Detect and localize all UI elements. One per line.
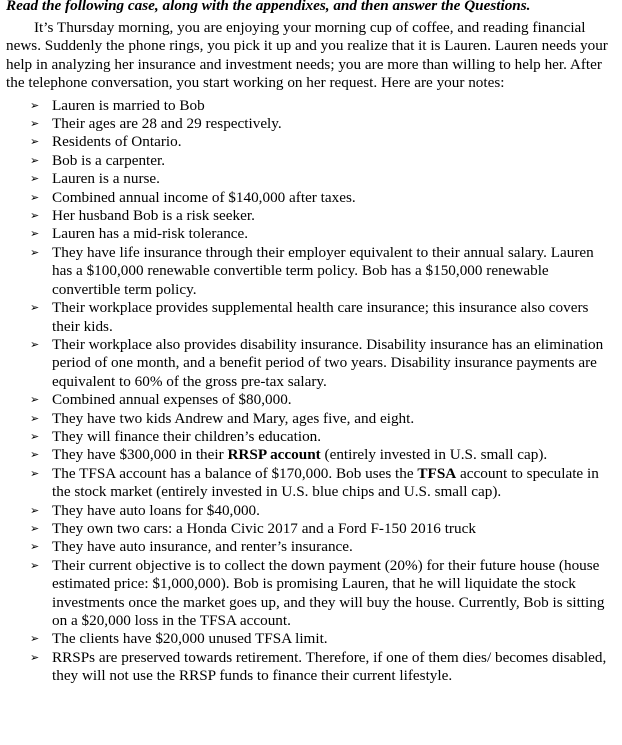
arrowhead-bullet-icon: ➢ [30,411,40,425]
arrowhead-bullet-icon: ➢ [30,503,40,517]
rrsp-account-emphasis: RRSP account [227,446,321,464]
list-item: ➢ Residents of Ontario. [30,133,182,151]
list-item: ➢ They will finance their children’s education. [30,427,322,445]
list-item: ➢ They have two kids Andrew and Mary, ages five, and eight. [30,409,415,427]
arrowhead-bullet-icon: ➢ [30,209,40,223]
arrowhead-bullet-icon: ➢ [30,172,40,186]
list-item: ➢ Combined annual expenses of $80,000. [30,391,292,409]
list-item: ➢ Lauren has a mid-risk tolerance. [30,225,249,243]
list-item: ➢ Their workplace also provides disability insurance. Disability insurance has an elimination period of one month, and a benefit period of two years. Disability insurance payments are equivalent to 60% of the gross pre-tax salary. [30,335,604,390]
arrowhead-bullet-icon: ➢ [30,558,40,572]
list-item: ➢ They have $300,000 in their RRSP account (entirely invested in U.S. small cap). [30,446,548,464]
arrowhead-bullet-icon: ➢ [30,650,40,664]
list-item: ➢ Her husband Bob is a risk seeker. [30,207,255,225]
arrowhead-bullet-icon: ➢ [30,429,40,443]
list-item: ➢ Bob is a carpenter. [30,151,166,169]
arrowhead-bullet-icon: ➢ [30,466,40,480]
arrowhead-bullet-icon: ➢ [30,153,40,167]
arrowhead-bullet-icon: ➢ [30,190,40,204]
arrowhead-bullet-icon: ➢ [30,632,40,646]
arrowhead-bullet-icon: ➢ [30,227,40,241]
arrowhead-bullet-icon: ➢ [30,448,40,462]
arrowhead-bullet-icon: ➢ [30,245,40,259]
list-item: ➢ Combined annual income of $140,000 after taxes. [30,188,356,206]
list-item: ➢ Lauren is a nurse. [30,170,160,188]
list-item: ➢ Their current objective is to collect the down payment (20%) for their future house (house estimated price: $1,000,000). Bob is promising Lauren, that he will liquidate the stock investments once the market goes up, and they will buy the house. Currently, Bob is sitting on a $20,000 loss in the TFSA account. [30,556,605,629]
list-item: ➢ They own two cars: a Honda Civic 2017 and a Ford F-150 2016 truck [30,519,476,537]
arrowhead-bullet-icon: ➢ [30,521,40,535]
arrowhead-bullet-icon: ➢ [30,301,40,315]
list-item: ➢ They have auto loans for $40,000. [30,501,260,519]
list-item: ➢ They have auto insurance, and renter’s insurance. [30,538,353,556]
intro-paragraph: It’s Thursday morning, you are enjoying your morning cup of coffee, and reading financial news. Suddenly the phone rings, you pick it up and you realize that it is Lauren. Lauren needs your help in analyzing her insurance and investment needs; you are more than willing to help her. After the telephone conversation, you start working on her request. Here are your notes: [6,19,608,92]
arrowhead-bullet-icon: ➢ [30,540,40,554]
case-heading: Read the following case, along with the appendixes, and then answer the Questions. [6,0,531,14]
list-item: ➢ RRSPs are preserved towards retirement. Therefore, if one of them dies/ becomes disabled, they will not use the RRSP funds to finance their current lifestyle. [30,648,607,685]
list-item: ➢ Their ages are 28 and 29 respectively. [30,115,282,133]
tfsa-emphasis: TFSA [417,464,457,482]
arrowhead-bullet-icon: ➢ [30,393,40,407]
arrowhead-bullet-icon: ➢ [30,337,40,351]
list-item: ➢ They have life insurance through their employer equivalent to their annual salary. Lauren has a $100,000 renewable convertible term policy. Bob has a $150,000 renewable convertible term policy. [30,243,594,298]
list-item: ➢ Their workplace provides supplemental health care insurance; this insurance also covers their kids. [30,299,589,335]
notes-list [6,97,614,686]
arrowhead-bullet-icon: ➢ [30,98,40,112]
list-item: ➢ The clients have $20,000 unused TFSA limit. [30,630,328,648]
arrowhead-bullet-icon: ➢ [30,135,40,149]
list-item: ➢ Lauren is married to Bob [30,96,205,114]
list-item: ➢ The TFSA account has a balance of $170,000. Bob uses the TFSA account to speculate in the stock market (entirely invested in U.S. blue chips and U.S. small cap). [30,464,599,501]
arrowhead-bullet-icon: ➢ [30,117,40,131]
